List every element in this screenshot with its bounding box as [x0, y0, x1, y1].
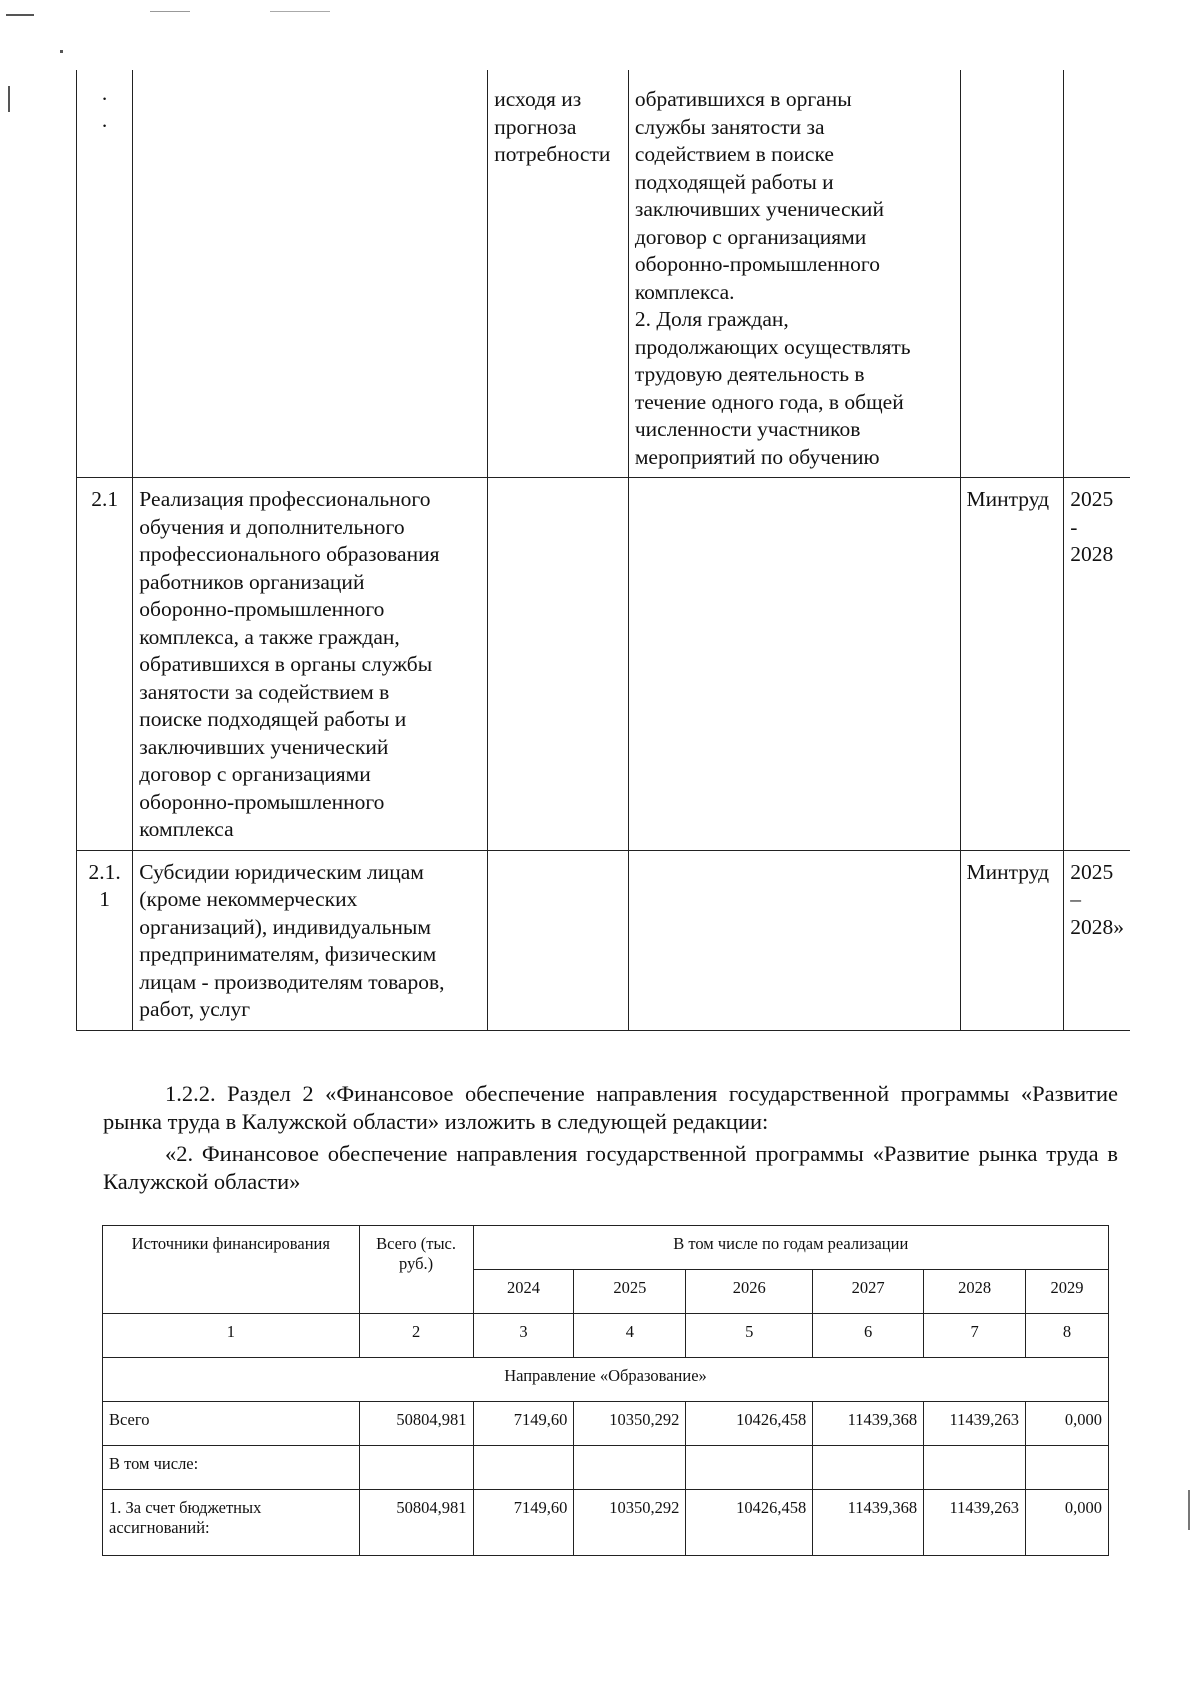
row-basis-cell [488, 850, 629, 1030]
header-year: 2025 [574, 1270, 686, 1314]
header-year: 2026 [686, 1270, 813, 1314]
scan-artifact [1188, 1490, 1190, 1530]
scan-artifact [270, 11, 330, 12]
row-period-cell: 2025 - 2028 [1064, 478, 1130, 851]
table-row [77, 850, 1131, 1030]
row-name-cell: Субсидии юридическим лицам (кроме некоммерческих организаций), индивидуальным предпринимателям, физическим лицам - производителям товаров, работ, услуг [133, 850, 488, 1030]
paragraph-amendment: 1.2.2. Раздел 2 «Финансовое обеспечение направления государственной программы «Развитие рынка труда в Калужской области» изложить в следующей редакции: [103, 1081, 1118, 1134]
value-cell: 10426,458 [686, 1402, 813, 1446]
value-cell: 50804,981 [359, 1402, 473, 1446]
row-name-cell [133, 70, 488, 478]
value-cell [813, 1446, 924, 1490]
column-number: 5 [686, 1314, 813, 1358]
row-period-cell: 2025 – 2028» [1064, 850, 1130, 1030]
value-cell [1026, 1446, 1109, 1490]
value-cell [473, 1446, 574, 1490]
header-total: Всего (тыс. руб.) [359, 1226, 473, 1314]
scan-artifact [150, 11, 190, 12]
row-responsible-cell: Минтруд [960, 478, 1064, 851]
scan-artifact [60, 50, 63, 53]
paragraph-section-title: «2. Финансовое обеспечение направления государственной программы «Развитие рынка труда в Калужской области» [103, 1141, 1118, 1194]
section-title: Направление «Образование» [103, 1358, 1109, 1402]
column-number: 7 [924, 1314, 1026, 1358]
header-year: 2027 [813, 1270, 924, 1314]
row-basis-cell: исходя из прогноза потребности [488, 70, 629, 478]
row-indicators-cell [628, 850, 960, 1030]
finance-section-row [103, 1358, 1109, 1402]
value-cell: 11439,263 [924, 1402, 1026, 1446]
row-indicators-cell [628, 478, 960, 851]
table-row [103, 1402, 1109, 1446]
scan-artifact [6, 14, 34, 16]
column-number: 1 [103, 1314, 360, 1358]
value-cell: 10350,292 [574, 1490, 686, 1556]
table-row [77, 70, 1131, 478]
row-label: Всего [103, 1402, 360, 1446]
header-year: 2024 [473, 1270, 574, 1314]
row-responsible-cell: Минтруд [960, 850, 1064, 1030]
value-cell [924, 1446, 1026, 1490]
row-number-cell: 2.1 [77, 478, 133, 851]
header-year: 2029 [1026, 1270, 1109, 1314]
value-cell: 11439,263 [924, 1490, 1026, 1556]
row-indicators-cell: обратившихся в органы службы занятости за содействием в поиске подходящей работы и заключивших ученический договор с организациями оборонно-промышленного комплекса. 2. Доля граждан, продолжающих осуществлять трудовую деятельность в течение одного года, в общей численности участников мероприятий по обучению [628, 70, 960, 478]
scan-artifact [8, 86, 10, 112]
table-row [103, 1446, 1109, 1490]
value-cell: 50804,981 [359, 1490, 473, 1556]
table-row [77, 478, 1131, 851]
value-cell: 0,000 [1026, 1490, 1109, 1556]
header-by-years: В том числе по годам реализации [473, 1226, 1108, 1270]
row-name-cell: Реализация профессионального обучения и дополнительного профессионального образования работников организаций оборонно-промышленного комплекса, а также граждан, обратившихся в органы службы занятости за содействием в поиске подходящей работы и заключивших ученический договор с организациями оборонно-промышленного комплекса [133, 478, 488, 851]
row-number-cell: · · [77, 70, 133, 478]
row-label: 1. За счет бюджетных ассигнований: [103, 1490, 360, 1556]
header-year: 2028 [924, 1270, 1026, 1314]
value-cell [574, 1446, 686, 1490]
column-number: 2 [359, 1314, 473, 1358]
column-number: 8 [1026, 1314, 1109, 1358]
value-cell: 10426,458 [686, 1490, 813, 1556]
row-basis-cell [488, 478, 629, 851]
value-cell: 11439,368 [813, 1490, 924, 1556]
table-row [103, 1490, 1109, 1556]
value-cell: 0,000 [1026, 1402, 1109, 1446]
row-responsible-cell [960, 70, 1064, 478]
column-number: 3 [473, 1314, 574, 1358]
objectives-table [76, 70, 1130, 1031]
row-label: В том числе: [103, 1446, 360, 1490]
column-number: 6 [813, 1314, 924, 1358]
column-number: 4 [574, 1314, 686, 1358]
header-source: Источники финансирования [103, 1226, 360, 1314]
value-cell: 10350,292 [574, 1402, 686, 1446]
finance-table [102, 1225, 1109, 1556]
value-cell: 7149,60 [473, 1490, 574, 1556]
finance-colnum-row [103, 1314, 1109, 1358]
value-cell: 7149,60 [473, 1402, 574, 1446]
row-number-cell: 2.1. 1 [77, 850, 133, 1030]
value-cell: 11439,368 [813, 1402, 924, 1446]
value-cell [686, 1446, 813, 1490]
row-period-cell [1064, 70, 1130, 478]
finance-header-row [103, 1226, 1109, 1270]
value-cell [359, 1446, 473, 1490]
